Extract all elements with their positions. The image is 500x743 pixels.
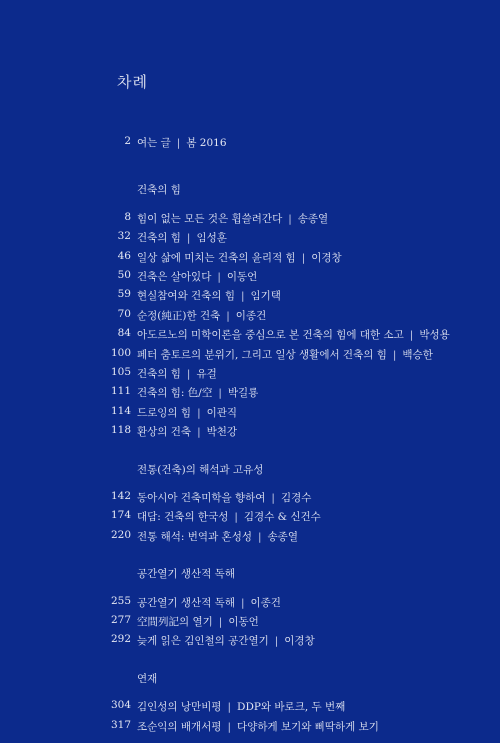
- separator-bar: |: [217, 271, 221, 283]
- toc-entry[interactable]: [0, 308, 500, 326]
- separator-bar: |: [288, 212, 292, 225]
- page-title: 차례: [117, 73, 148, 91]
- toc-entry[interactable]: [0, 490, 500, 508]
- toc-entry[interactable]: [0, 529, 500, 547]
- page-number: 111: [110, 385, 131, 398]
- entry-title: 환상의 건축: [137, 426, 192, 439]
- toc-entry[interactable]: [0, 230, 500, 248]
- page-number: 317: [110, 718, 131, 731]
- page-number: 174: [110, 509, 131, 522]
- entry-title: 힘이 없는 모든 것은 휩쓸려간다: [137, 212, 283, 225]
- toc-entry[interactable]: [0, 366, 500, 384]
- separator-bar: |: [227, 720, 232, 733]
- toc-entry[interactable]: [0, 135, 500, 153]
- entry-author: 임기택: [250, 290, 281, 303]
- entry-author: 이경창: [311, 251, 342, 264]
- page-number: 118: [110, 424, 131, 437]
- entry-title: 김인성의 낭만비평: [137, 701, 222, 714]
- entry-title: 드로잉의 힘: [137, 406, 192, 419]
- entry-title: 空間列記의 열기: [137, 616, 213, 628]
- separator-bar: |: [197, 426, 201, 439]
- toc-entry[interactable]: [0, 211, 500, 229]
- entry-author: 김경수: [280, 492, 312, 504]
- page-number: 255: [110, 594, 131, 607]
- entry-author: 송종열: [267, 530, 298, 543]
- section-heading: 건축의 힘: [137, 184, 181, 197]
- separator-bar: |: [227, 701, 232, 714]
- entry-title: 동아시아 건축미학을 향하여: [137, 492, 266, 504]
- toc-entry[interactable]: [0, 269, 500, 287]
- separator-bar: |: [218, 387, 222, 400]
- entry-title: 건축의 힘: [137, 232, 181, 245]
- toc-entry[interactable]: [0, 405, 500, 423]
- page-number: 105: [110, 366, 131, 378]
- separator-bar: |: [392, 348, 397, 361]
- entry-author: 유걸: [196, 368, 217, 380]
- entry-title: 늦게 읽은 김인철의 공간열기: [137, 635, 269, 648]
- toc-entry[interactable]: [0, 347, 500, 365]
- separator-bar: |: [218, 616, 223, 628]
- section-heading: 공간열기 생산적 독해: [137, 568, 235, 581]
- page-number: 220: [110, 528, 131, 541]
- toc-entry[interactable]: [0, 614, 500, 632]
- separator-bar: |: [257, 530, 262, 543]
- separator-bar: |: [271, 492, 275, 504]
- separator-bar: |: [240, 290, 245, 303]
- page-number: 114: [110, 404, 131, 417]
- toc-entry[interactable]: [0, 719, 500, 737]
- entry-author: 다양하게 보기와 삐딱하게 보기: [237, 720, 379, 733]
- entry-author: 임성훈: [196, 232, 227, 245]
- entry-author: 백승한: [402, 348, 433, 361]
- entry-title: 대담: 건축의 한국성: [137, 511, 229, 524]
- entry-title: 아도르노의 미학이론을 중심으로 본 건축의 힘에 대한 소고: [137, 329, 404, 342]
- page-number: 32: [117, 230, 131, 243]
- entry-author: 이동언: [228, 616, 259, 628]
- entry-title: 전통 해석: 번역과 혼성성: [137, 530, 252, 543]
- entry-author: 봄 2016: [186, 137, 227, 149]
- entry-author: DDP와 바로크, 두 번째: [237, 701, 346, 714]
- page-number: 46: [117, 249, 131, 262]
- entry-author: 박길룡: [227, 387, 259, 400]
- separator-bar: |: [176, 137, 181, 149]
- page-number: 304: [110, 699, 131, 712]
- page-number: 50: [117, 269, 131, 281]
- page-number: 277: [110, 614, 131, 626]
- toc-entry[interactable]: [0, 424, 500, 442]
- entry-author: 박천강: [206, 426, 238, 439]
- page-number: 292: [110, 633, 131, 646]
- page-number: 142: [110, 490, 131, 502]
- entry-title: 일상 삶에 미치는 건축의 윤리적 힘: [137, 251, 296, 264]
- separator-bar: |: [409, 329, 414, 342]
- entry-author: 김경수 & 신건수: [243, 511, 321, 524]
- page-number: 70: [117, 307, 131, 320]
- entry-title: 건축의 힘: 色/空: [137, 387, 213, 400]
- toc-entry[interactable]: [0, 327, 500, 345]
- section-heading: 연재: [137, 672, 158, 685]
- entry-title: 페터 춤토르의 분위기, 그리고 일상 생활에서 건축의 힘: [137, 348, 387, 361]
- entry-author: 송종열: [297, 212, 329, 225]
- page-number: 8: [124, 210, 131, 223]
- entry-title: 건축의 힘: [137, 368, 181, 380]
- separator-bar: |: [240, 596, 245, 609]
- page-number: 84: [117, 327, 131, 340]
- entry-title: 여는 글: [137, 137, 171, 149]
- page-number: 100: [110, 346, 131, 359]
- toc-entry[interactable]: [0, 385, 500, 403]
- entry-title: 현실참여와 건축의 힘: [137, 290, 235, 303]
- toc-entry[interactable]: [0, 288, 500, 306]
- section-heading: 전통(건축)의 해석과 고유성: [137, 463, 264, 476]
- toc-entry[interactable]: [0, 633, 500, 651]
- page-number: 59: [117, 288, 131, 301]
- separator-bar: |: [274, 635, 279, 648]
- separator-bar: |: [197, 406, 201, 419]
- entry-author: 이경창: [284, 635, 315, 648]
- toc-entry[interactable]: [0, 509, 500, 527]
- toc-entry[interactable]: [0, 250, 500, 268]
- separator-bar: |: [301, 251, 306, 264]
- entry-title: 공간열기 생산적 독해: [137, 596, 235, 609]
- separator-bar: |: [186, 232, 191, 245]
- entry-author: 이종건: [250, 596, 281, 609]
- toc-entry[interactable]: [0, 699, 500, 717]
- entry-title: 조순익의 배개서평: [137, 720, 222, 733]
- entry-title: 순정(純正)한 건축: [137, 309, 221, 322]
- entry-author: 이동언: [226, 271, 258, 283]
- separator-bar: |: [186, 368, 191, 380]
- separator-bar: |: [234, 511, 238, 524]
- separator-bar: |: [226, 309, 230, 322]
- entry-author: 박성용: [419, 329, 450, 342]
- entry-author: 이관직: [206, 406, 238, 419]
- entry-title: 건축은 살아있다: [137, 271, 212, 283]
- page-number: 2: [124, 135, 131, 147]
- toc-entry[interactable]: [0, 595, 500, 613]
- entry-author: 이종건: [235, 309, 267, 322]
